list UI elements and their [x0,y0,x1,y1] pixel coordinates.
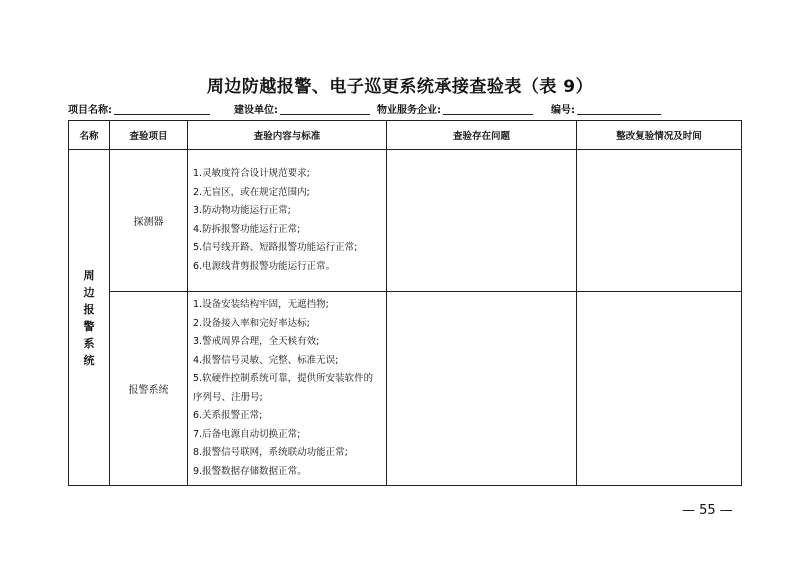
property-company-label: 物业服务企业: [377,105,441,116]
content-line: 2.无盲区，或在规定范围内; [193,186,310,198]
content-line: 9.报警数据存储数据正常。 [193,465,307,477]
content-line: 4.报警信号灵敏、完整、标准无误; [193,354,339,366]
rectification-cell [577,292,742,486]
content-line: 3.警戒周界合理，全天候有效; [193,336,320,347]
content-cell [188,292,387,486]
header-name: 名称 [69,121,110,150]
header-item: 查验项目 [110,121,188,150]
item-cell: 报警系统 [110,292,188,486]
content-line: 1.设备安装结构牢固，无遮挡物; [193,299,329,310]
content-line: 4.防拆报警功能运行正常; [193,223,301,235]
table-row [69,150,742,292]
header-row [69,121,742,150]
number-blank [577,103,661,115]
category-label: 周边报警系统 [83,268,95,367]
property-company-field [377,101,533,116]
issues-cell [387,150,577,292]
header-issues: 查验存在问题 [387,121,577,150]
project-name-field [68,101,210,116]
project-name-label: 项目名称: [68,105,112,116]
number-label: 编号: [551,105,575,116]
project-name-blank [114,103,210,115]
header-rectification: 整改复验情况及时间 [577,121,742,150]
content-line: 8.报警信号联网，系统联动功能正常; [193,447,348,458]
content-line: 序列号、注册号; [193,391,263,403]
category-cell [69,150,110,486]
builder-label: 建设单位: [234,105,278,116]
table-row [69,292,742,486]
content-cell [188,150,387,292]
builder-field [234,101,370,116]
issues-cell [387,292,577,486]
content-line: 6.关系报警正常; [193,410,263,421]
property-company-blank [443,103,533,115]
header-content: 查验内容与标准 [188,121,387,150]
builder-blank [280,103,370,115]
inspection-table [68,120,742,486]
content-line: 2.设备接入率和完好率达标; [193,317,310,329]
page-number: — 55 — [682,503,733,518]
content-line: 5.信号线开路、短路报警功能运行正常; [193,242,358,253]
page-title: 周边防越报警、电子巡更系统承接查验表（表 9） [206,77,594,97]
content-line: 3.防动物功能运行正常; [193,205,291,216]
content-line: 6.电源线背剪报警功能运行正常。 [193,260,336,272]
item-cell: 探测器 [110,150,188,292]
content-line: 5.软硬件控制系统可靠，提供所安装软件的 [193,373,374,384]
number-field [551,101,661,116]
rectification-cell [577,150,742,292]
content-line: 7.后备电源自动切换正常; [193,428,301,440]
content-line: 1.灵敏度符合设计规范要求; [193,168,310,179]
